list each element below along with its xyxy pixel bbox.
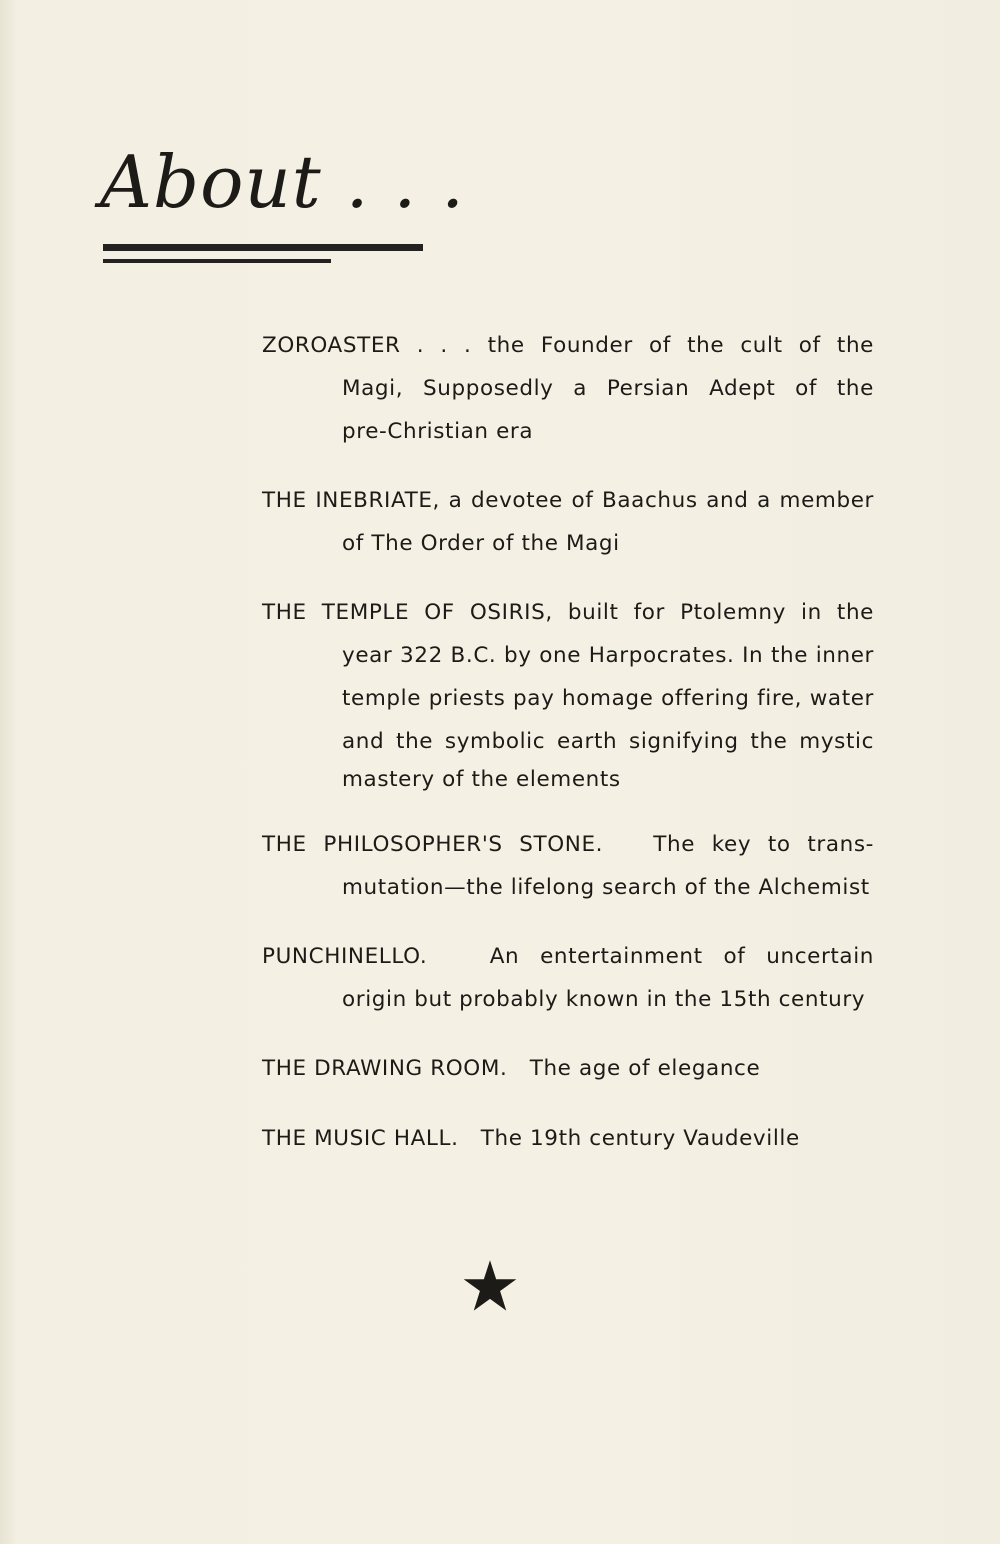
entry-philosophers-stone xyxy=(262,823,874,909)
entry-punchinello xyxy=(262,935,874,1021)
entry-inebriate xyxy=(262,479,874,565)
entry-line: of The Order of the Magi xyxy=(342,531,620,556)
entry-line: year 322 B.C. by one Harpocrates. In the inner xyxy=(342,643,874,668)
entry-first-line: ZOROASTER . . . the Founder of the cult of the xyxy=(262,333,874,358)
entry-temple-of-osiris xyxy=(262,591,874,797)
entry-line: mutation—the lifelong search of the Alchemist xyxy=(342,875,870,900)
entry-line: mastery of the elements xyxy=(342,767,621,792)
heading-underline-thin xyxy=(103,259,331,263)
star-icon xyxy=(462,1258,518,1314)
entry-first-line: THE PHILOSOPHER'S STONE. The key to trans- xyxy=(262,832,874,857)
entry-music-hall xyxy=(262,1117,874,1160)
entry-line: Magi, Supposedly a Persian Adept of the xyxy=(342,376,874,401)
entry-first-line: PUNCHINELLO. An entertainment of uncertain xyxy=(262,944,874,969)
entry-first-line: THE DRAWING ROOM. The age of elegance xyxy=(262,1056,761,1081)
heading-underline-thick xyxy=(103,244,423,251)
entry-first-line: THE MUSIC HALL. The 19th century Vaudeville xyxy=(262,1126,800,1151)
entry-line: temple priests pay homage offering fire, water xyxy=(342,686,874,711)
page-heading: About . . . xyxy=(100,140,466,224)
entry-line: origin but probably known in the 15th century xyxy=(342,987,866,1012)
entry-line: pre-Christian era xyxy=(342,419,534,444)
entry-first-line: THE INEBRIATE, a devotee of Baachus and a member xyxy=(262,488,874,513)
entry-zoroaster xyxy=(262,324,874,453)
entry-first-line: THE TEMPLE OF OSIRIS, built for Ptolemny in the xyxy=(262,600,874,625)
entry-drawing-room xyxy=(262,1047,874,1090)
entry-line: and the symbolic earth signifying the mystic xyxy=(342,729,874,754)
